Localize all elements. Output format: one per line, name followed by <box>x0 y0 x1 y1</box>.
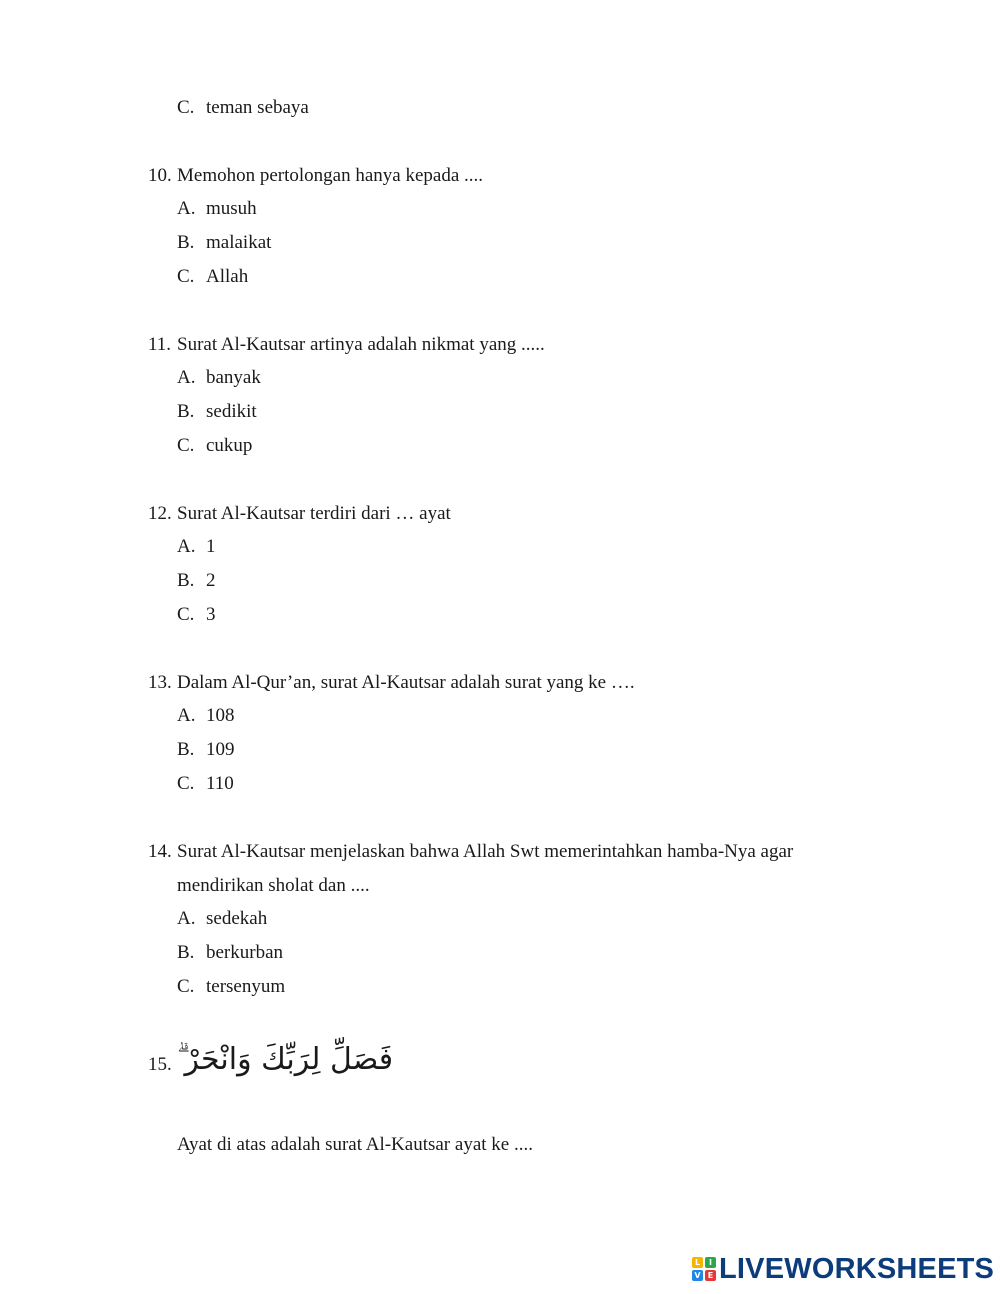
option-letter: C. <box>177 773 195 794</box>
option-c[interactable] <box>177 265 248 289</box>
option-letter: B. <box>177 570 195 591</box>
option-text: tersenyum <box>206 976 286 997</box>
logo-icon-tile: I <box>705 1257 716 1268</box>
option-text: banyak <box>206 367 261 388</box>
option-letter: B. <box>177 232 195 253</box>
option-text: 2 <box>206 570 216 591</box>
option-letter: B. <box>177 739 195 760</box>
option-a[interactable] <box>177 704 235 728</box>
option-text: sedekah <box>206 908 268 929</box>
option-b[interactable] <box>177 569 216 593</box>
question-number: 15. <box>148 1054 172 1075</box>
option-text: 3 <box>206 604 216 625</box>
question-text: Surat Al-Kautsar artinya adalah nikmat yang ..... <box>177 334 545 355</box>
question-number: 12. <box>148 503 172 524</box>
option-letter: A. <box>177 536 196 557</box>
question-13 <box>148 671 635 695</box>
question-text: Ayat di atas adalah surat Al-Kautsar ayat ke .... <box>177 1134 533 1155</box>
option-b[interactable] <box>177 231 271 255</box>
question-14 <box>148 840 793 864</box>
option-letter: C. <box>177 97 195 118</box>
option-letter: A. <box>177 198 196 219</box>
option-text: teman sebaya <box>206 97 309 118</box>
option-b[interactable] <box>177 400 257 424</box>
option-letter: B. <box>177 401 195 422</box>
logo-icon-tile: E <box>705 1270 716 1281</box>
option-a[interactable] <box>177 197 257 221</box>
option-letter: C. <box>177 266 195 287</box>
question-11 <box>148 333 545 357</box>
option-letter: C. <box>177 604 195 625</box>
option-text: 110 <box>206 773 234 794</box>
option-text: cukup <box>206 435 253 456</box>
option-b[interactable] <box>177 738 235 762</box>
option-letter: A. <box>177 908 196 929</box>
option-text: 109 <box>206 739 235 760</box>
question-12 <box>148 502 451 526</box>
logo-icon-tile: V <box>692 1270 703 1281</box>
logo-icon-tile: L <box>692 1257 703 1268</box>
question-number: 13. <box>148 672 172 693</box>
option-text: Allah <box>206 266 249 287</box>
question-text: Memohon pertolongan hanya kepada .... <box>177 165 484 186</box>
option-letter: B. <box>177 942 195 963</box>
option-b[interactable] <box>177 941 283 965</box>
question-text: Dalam Al-Qur’an, surat Al-Kautsar adalah surat yang ke …. <box>177 672 635 693</box>
option-text: 1 <box>206 536 216 557</box>
question-text: Surat Al-Kautsar terdiri dari … ayat <box>177 503 451 524</box>
option-a[interactable] <box>177 907 267 931</box>
option-c[interactable] <box>177 603 216 627</box>
option-a[interactable] <box>177 535 216 559</box>
question-text-continued: mendirikan sholat dan .... <box>177 875 370 896</box>
question-text: Surat Al-Kautsar menjelaskan bahwa Allah Swt memerintahkan hamba-Nya agar <box>177 841 794 862</box>
liveworksheets-logo-icon <box>692 1257 716 1281</box>
option-text: sedikit <box>206 401 257 422</box>
question-number: 10. <box>148 165 172 186</box>
question-number: 14. <box>148 841 172 862</box>
option-text: berkurban <box>206 942 284 963</box>
option-c[interactable] <box>177 96 309 120</box>
option-text: musuh <box>206 198 257 219</box>
option-text: 108 <box>206 705 235 726</box>
liveworksheets-logo[interactable] <box>692 1254 994 1284</box>
option-letter: C. <box>177 976 195 997</box>
question-number: 11. <box>148 334 172 355</box>
logo-text: LIVEWORKSHEETS <box>719 1253 995 1285</box>
option-c[interactable] <box>177 434 252 458</box>
question-10 <box>148 164 483 188</box>
option-c[interactable] <box>177 975 285 999</box>
option-a[interactable] <box>177 366 261 390</box>
arabic-verse: فَصَلِّ لِرَبِّكَ وَانْحَرْ ۗ <box>177 1042 394 1077</box>
option-letter: C. <box>177 435 195 456</box>
option-letter: A. <box>177 705 196 726</box>
option-letter: A. <box>177 367 196 388</box>
option-text: malaikat <box>206 232 272 253</box>
option-c[interactable] <box>177 772 234 796</box>
